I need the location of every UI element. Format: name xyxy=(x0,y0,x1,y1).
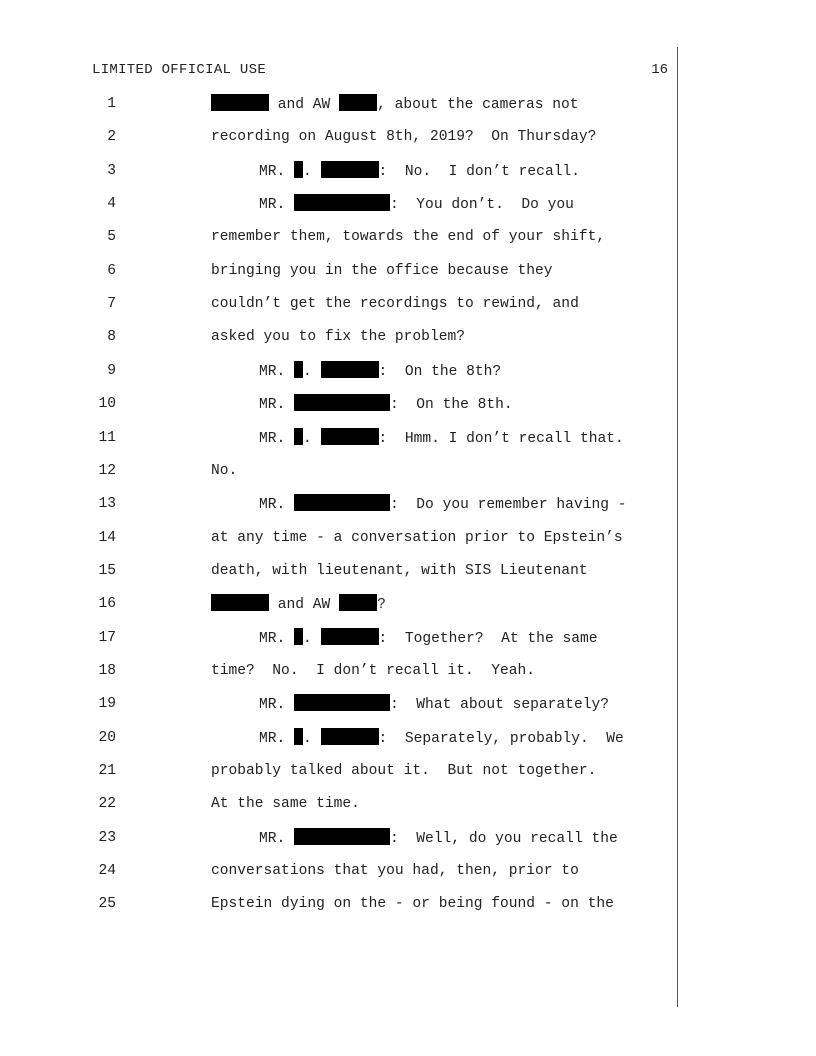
text-segment: . xyxy=(303,430,321,447)
transcript-line xyxy=(0,561,680,581)
text-segment: MR. xyxy=(259,497,295,514)
text-segment: bringing you in the office because they xyxy=(211,262,553,279)
transcript-line xyxy=(0,461,680,481)
line-number: 13 xyxy=(98,496,116,513)
line-number: 7 xyxy=(107,296,116,313)
text-segment: : On the 8th. xyxy=(390,397,513,414)
line-text xyxy=(211,94,579,115)
transcript-line xyxy=(0,194,680,214)
text-segment: at any time - a conversation prior to Epstein’s xyxy=(211,529,623,546)
text-segment: remember them, towards the end of your shift, xyxy=(211,229,606,246)
redaction-block xyxy=(294,828,390,845)
redaction-block xyxy=(321,361,379,378)
transcript-line xyxy=(0,494,680,514)
redaction-block xyxy=(339,94,377,111)
redaction-block xyxy=(211,594,269,611)
line-number: 22 xyxy=(98,796,116,813)
line-text xyxy=(211,561,588,581)
text-segment: At the same time. xyxy=(211,796,360,813)
text-segment: . xyxy=(303,730,321,747)
line-number: 15 xyxy=(98,562,116,579)
line-number: 23 xyxy=(98,829,116,846)
text-segment: and AW xyxy=(269,97,340,113)
text-segment: : Separately, probably. We xyxy=(378,730,624,747)
redaction-block xyxy=(339,594,377,611)
transcript-line xyxy=(0,127,680,147)
text-segment: . xyxy=(303,630,321,647)
text-segment: asked you to fix the problem? xyxy=(211,329,465,346)
redaction-block xyxy=(294,194,390,211)
line-text xyxy=(211,294,579,314)
line-number: 6 xyxy=(107,262,116,279)
line-text xyxy=(211,127,596,147)
transcript-line xyxy=(0,261,680,281)
redaction-block xyxy=(321,728,379,745)
line-text xyxy=(211,461,237,481)
redaction-block xyxy=(294,428,303,445)
line-number: 2 xyxy=(107,129,116,146)
line-text xyxy=(211,594,386,615)
transcript-line xyxy=(0,661,680,681)
text-segment: MR. xyxy=(259,830,295,847)
text-segment: . xyxy=(303,363,321,380)
transcript-line xyxy=(0,761,680,781)
line-number: 5 xyxy=(107,229,116,246)
line-text xyxy=(211,894,614,914)
transcript-line xyxy=(0,728,680,748)
line-text xyxy=(259,728,624,749)
text-segment: : No. I don’t recall. xyxy=(378,163,580,180)
line-number: 24 xyxy=(98,863,116,880)
redaction-block xyxy=(321,161,379,178)
line-text xyxy=(259,694,609,715)
text-segment: MR. xyxy=(259,163,295,180)
transcript-line xyxy=(0,694,680,714)
line-number: 3 xyxy=(107,162,116,179)
transcript-line xyxy=(0,828,680,848)
redaction-block xyxy=(294,628,303,645)
line-text xyxy=(211,261,553,281)
redaction-block xyxy=(294,394,390,411)
transcript-line xyxy=(0,861,680,881)
text-segment: No. xyxy=(211,462,238,479)
redaction-block xyxy=(294,728,303,745)
line-text xyxy=(211,227,605,247)
redaction-block xyxy=(294,361,303,378)
transcript-line xyxy=(0,294,680,314)
transcript-line xyxy=(0,94,680,114)
line-text xyxy=(259,628,598,649)
redaction-block xyxy=(321,628,379,645)
transcript-line xyxy=(0,528,680,548)
transcript-line xyxy=(0,428,680,448)
text-segment: and AW xyxy=(269,597,340,614)
line-text xyxy=(259,194,574,215)
redaction-block xyxy=(294,694,390,711)
text-segment: : Hmm. I don’t recall that. xyxy=(378,430,624,447)
text-segment: MR. xyxy=(259,630,295,647)
line-number: 21 xyxy=(98,763,116,779)
line-number: 1 xyxy=(107,96,116,112)
redaction-block xyxy=(211,94,269,111)
text-segment: couldn’t get the recordings to rewind, and xyxy=(211,296,579,313)
transcript-line xyxy=(0,161,680,181)
line-number: 10 xyxy=(98,396,116,413)
transcript-line xyxy=(0,894,680,914)
line-text xyxy=(259,828,618,849)
line-number: 8 xyxy=(107,329,116,346)
text-segment: MR. xyxy=(259,730,295,747)
redaction-block xyxy=(294,494,390,511)
text-segment: : Well, do you recall the xyxy=(390,830,618,847)
line-text xyxy=(259,428,624,449)
line-number: 18 xyxy=(98,662,116,679)
line-text xyxy=(211,761,596,781)
text-segment: : What about separately? xyxy=(390,697,609,714)
line-number: 9 xyxy=(107,362,116,379)
text-segment: death, with lieutenant, with SIS Lieutenant xyxy=(211,562,588,579)
redaction-block xyxy=(321,428,379,445)
text-segment: , about the cameras not xyxy=(377,97,579,113)
text-segment: : Do you remember having - xyxy=(390,497,627,514)
text-segment: probably talked about it. But not together. xyxy=(211,763,597,779)
line-text xyxy=(211,861,579,881)
classification-header: LIMITED OFFICIAL USE xyxy=(92,62,267,78)
text-segment: : Together? At the same xyxy=(378,630,598,647)
line-text xyxy=(259,361,501,382)
transcript-line xyxy=(0,794,680,814)
line-number: 16 xyxy=(98,596,116,613)
transcript-line xyxy=(0,594,680,614)
line-text xyxy=(211,528,623,548)
text-segment: MR. xyxy=(259,363,295,380)
text-segment: : On the 8th? xyxy=(378,363,502,380)
line-number: 4 xyxy=(107,196,116,213)
line-text xyxy=(259,161,580,182)
line-text xyxy=(211,794,360,814)
text-segment: ? xyxy=(377,597,386,614)
text-segment: MR. xyxy=(259,197,295,214)
line-number: 12 xyxy=(98,462,116,479)
text-segment: MR. xyxy=(259,430,295,447)
line-number: 20 xyxy=(98,729,116,746)
line-number: 25 xyxy=(98,896,116,913)
transcript-line xyxy=(0,361,680,381)
line-text xyxy=(259,494,627,515)
text-segment: . xyxy=(303,163,321,180)
text-segment: conversations that you had, then, prior to xyxy=(211,863,579,880)
text-segment: : You don’t. Do you xyxy=(390,197,574,214)
page-number: 16 xyxy=(651,62,668,78)
text-segment: recording on August 8th, 2019? On Thursday? xyxy=(211,129,597,146)
line-text xyxy=(211,327,465,347)
transcript-line xyxy=(0,327,680,347)
transcript-line xyxy=(0,394,680,414)
line-text xyxy=(259,394,513,415)
text-segment: Epstein dying on the - or being found - on the xyxy=(211,896,614,913)
line-number: 14 xyxy=(98,529,116,546)
redaction-block xyxy=(294,161,303,178)
transcript-line xyxy=(0,628,680,648)
text-segment: time? No. I don’t recall it. Yeah. xyxy=(211,662,536,679)
text-segment: MR. xyxy=(259,397,295,414)
line-text xyxy=(211,661,535,681)
line-number: 11 xyxy=(98,429,116,446)
text-segment: MR. xyxy=(259,697,295,714)
line-number: 17 xyxy=(98,629,116,646)
line-number: 19 xyxy=(98,696,116,713)
transcript-line xyxy=(0,227,680,247)
